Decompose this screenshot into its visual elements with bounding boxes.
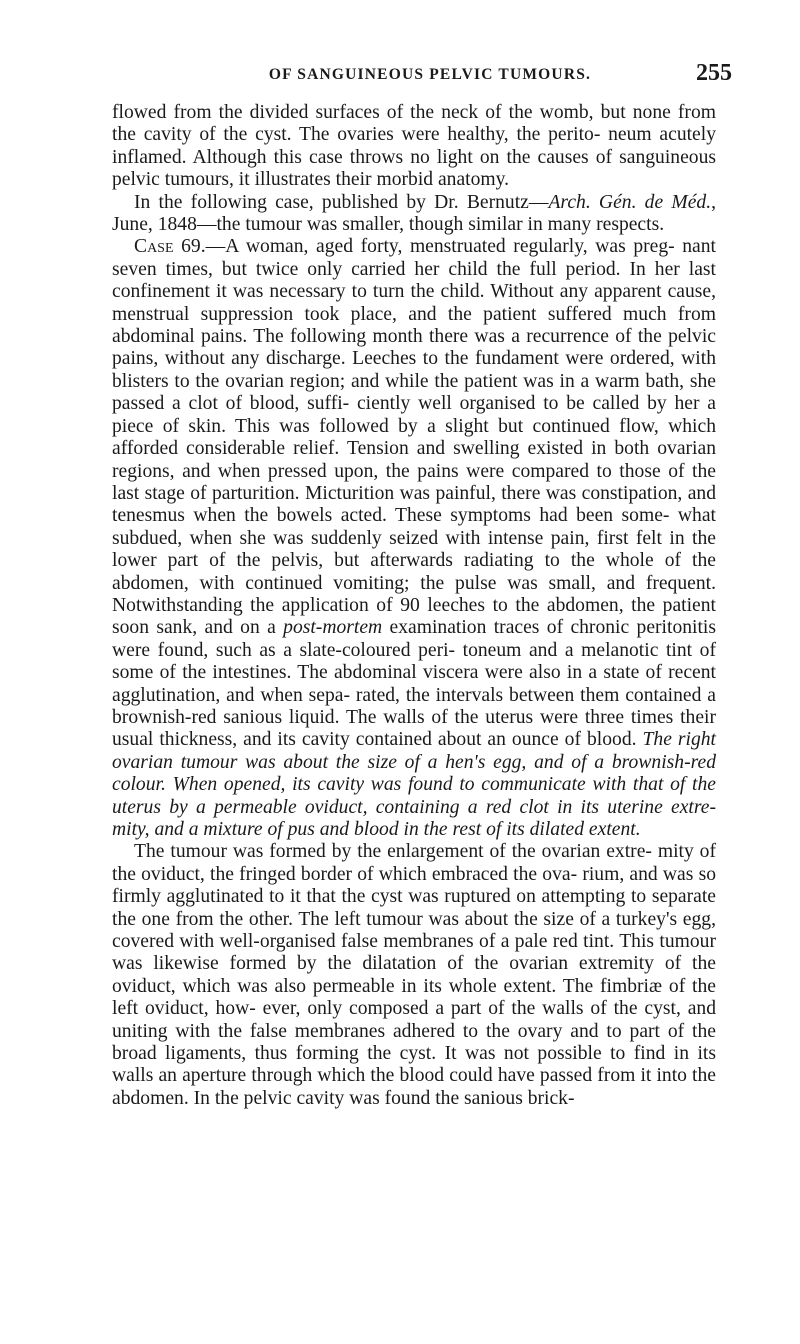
journal-citation: Arch. Gén. de Méd.	[548, 191, 712, 213]
paragraph-2-text-a: In the following case, published by Dr. Bernutz—	[134, 191, 549, 213]
paragraph-4: The tumour was formed by the enlargement of the ovarian extre- mity of the oviduct, the fringed border of which embraced the ova- rium, and was so firmly agglutinated to it that the cyst was ruptured on attempting to separate the one from the other. The left tumour was about the size of a turkey's egg, covered with well-organised false membranes of a pale red tint. This tumour was likewise formed by the dilatation of the ovarian extremity of the oviduct, which was also permeable in its whole extent. The fimbriæ of the left oviduct, how- ever, only composed a part of the walls of the cyst, and uniting with the false membranes adhered to the ovary and to part of the broad ligaments, thus forming the cyst. It was not possible to find in its walls an aperture through which the blood could have passed from it into the abdomen. In the pelvic cavity was found the sanious brick-	[112, 841, 716, 1109]
body-text	[112, 102, 716, 1110]
paragraph-2-text-b: , June, 1848—the tumour was smaller, though similar in many respects.	[112, 191, 716, 236]
paragraph-case-69	[112, 236, 716, 841]
case-69-text-a: —A woman, aged forty, menstruated regularly, was preg- nant seven times, but twice only carried her child the full period. In her last confinement it was necessary to turn the child. Without any apparent cause, menstrual suppression took place, and the patient suffered much from abdominal pains. The following month there was a recurrence of the pelvic pains, without any discharge. Leeches to the fundament were ordered, with blisters to the ovarian region; and while the patient was in a warm bath, she passed a clot of blood, suffi- ciently well organised to be called by her a piece of skin. This was followed by a slight but continued flow, which afforded considerable relief. Tension and swelling existed in both ovarian regions, and when pressed upon, the pains were compared to those of the last stage of parturition. Micturition was painful, there was constipation, and tenesmus when the bowels acted. These symptoms had been some- what subdued, when she was suddenly seized with intense pain, first felt in the lower part of the pelvis, but afterwards radiating to the whole of the abdomen, with continued vomiting; the pulse was small, and frequent. Notwithstanding the application of 90 leeches to the abdomen, the patient soon sank, and on a	[112, 236, 716, 639]
running-title: OF SANGUINEOUS PELVIC TUMOURS.	[268, 66, 592, 83]
case-69-text-b: examination traces of chronic peritonitis were found, such as a slate-coloured peri- toneum and a melanotic tint of some of the intestines. The abdominal viscera were also in a state of recent agglutination, and when sepa- rated, the intervals between them contained a brownish-red sanious liquid. The walls of the uterus were three times their usual thickness, and its cavity contained about an ounce of blood.	[112, 617, 716, 751]
case-label: Case 69.	[134, 236, 206, 258]
running-head	[120, 62, 740, 92]
post-mortem-term: post-mortem	[283, 617, 383, 639]
paragraph-2	[112, 192, 716, 237]
paragraph-1: flowed from the divided surfaces of the neck of the womb, but none from the cavity of the cyst. The ovaries were healthy, the perito- neum acutely inflamed. Although this case throws no light on the causes of sanguineous pelvic tumours, it illustrates their morbid anatomy.	[112, 102, 716, 191]
page-number: 255	[696, 60, 732, 86]
case-69-italic-passage: The right ovarian tumour was about the size of a hen's egg, and of a brownish-red colour. When opened, its cavity was found to communicate with that of the uterus by a permeable oviduct, containing a red clot in its uterine extre- mity, and a mixture of pus and blood in the rest of its dilated extent.	[112, 729, 716, 840]
